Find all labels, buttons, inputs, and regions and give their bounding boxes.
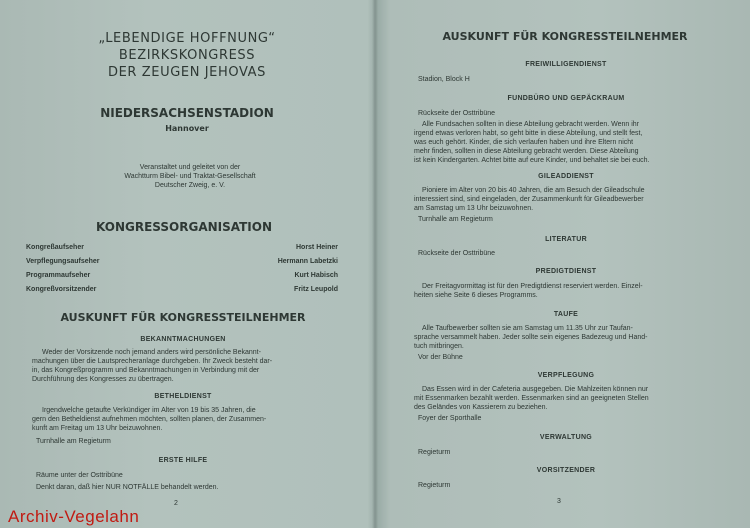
section-heading: VERPFLEGUNG — [537, 372, 595, 379]
org-heading: KONGRESSORGANISATION — [95, 220, 272, 234]
title-line: BEZIRKSKONGRESS — [118, 48, 256, 63]
text-line: Das Essen wird in der Cafeteria ausgegeben. Die Mahlzeiten können nur — [422, 386, 649, 393]
text-line: Alle Taufbewerber sollten sie am Samstag um 11.35 Uhr zur Taufan- — [422, 325, 633, 332]
text-line: tuch mitbringen. — [414, 343, 464, 350]
section-text — [414, 282, 716, 300]
section-text — [414, 120, 716, 165]
section-heading: GILEADDIENST — [538, 173, 594, 180]
event-title — [0, 30, 374, 81]
text-line: interessiert sind, sind eingeladen, der Zusammenkunft für Gileadbewerber — [414, 196, 644, 203]
text-line: gern den Betheldienst aufnehmen möchten, sollten planen, der Zusammen- — [32, 416, 267, 423]
text-line: in, das Kongreßprogramm und Bekanntmachungen in Verbindung mit der — [32, 367, 260, 374]
section-heading: BEKANNTMACHUNGEN — [140, 336, 226, 343]
org-table — [26, 244, 338, 300]
organizer-block — [40, 163, 340, 190]
org-role: Programmaufseher — [26, 272, 91, 279]
text-line: machungen über die Lautsprecheranlage durchgeben. Ihr Zweck besteht dar- — [32, 358, 273, 365]
section-location: Regieturm — [418, 482, 451, 489]
section-heading: PREDIGTDIENST — [535, 268, 597, 275]
text-line: sprache versammelt haben. Jeder sollte sein eigenes Badezeug und Hand- — [414, 334, 648, 341]
org-row — [26, 258, 338, 272]
section-location: Foyer der Sporthalle — [418, 415, 482, 422]
section-heading: FUNDBÜRO UND GEPÄCKRAUM — [507, 95, 625, 102]
first-aid-note: Denkt daran, daß hier NUR NOTFÄLLE behandelt werden. — [36, 484, 219, 491]
text-line: Weder der Vorsitzende noch jemand anders wird persönliche Bekannt- — [42, 349, 261, 356]
text-line: des Geländes von Kassierern zu beziehen. — [414, 404, 548, 411]
info-heading: AUSKUNFT FÜR KONGRESSTEILNEHMER — [442, 30, 688, 43]
section-location: Turnhalle am Regieturm — [36, 438, 111, 445]
section-location: Rückseite der Osttribüne — [418, 110, 496, 117]
section-location: Vor der Bühne — [418, 354, 463, 361]
page-number: 2 — [174, 500, 178, 507]
text-line: Alle Fundsachen sollten in diese Abteilung gebracht werden. Wenn ihr — [422, 121, 640, 128]
text-line: Pioniere im Alter von 20 bis 40 Jahren, die am Besuch der Gileadschule — [422, 187, 645, 194]
section-heading: ERSTE HILFE — [158, 457, 208, 464]
archive-watermark: Archiv-Vegelahn — [8, 507, 140, 526]
section-text — [414, 324, 716, 351]
left-page — [0, 0, 374, 528]
org-role: Verpflegungsaufseher — [26, 258, 100, 265]
info-heading: AUSKUNFT FÜR KONGRESSTEILNEHMER — [60, 311, 306, 324]
org-person: Fritz Leupold — [294, 286, 338, 293]
section-heading: BETHELDIENST — [154, 393, 212, 400]
org-role: Kongreßvorsitzender — [26, 286, 97, 293]
text-line: mit Essenmarken bezahlt werden. Essenmarken sind an geeigneten Stellen — [414, 395, 649, 402]
text-line: irgend etwas verloren habt, so geht bitte in diese Abteilung, und stellt fest, — [414, 130, 643, 137]
section-text — [414, 385, 716, 412]
organizer-line: Veranstaltet und geleitet von der — [139, 164, 241, 171]
title-line: DER ZEUGEN JEHOVAS — [107, 65, 266, 80]
section-heading: VERWALTUNG — [539, 434, 593, 441]
organizer-line: Wachtturm Bibel- und Traktat-Gesellschaft — [124, 173, 256, 180]
org-row — [26, 244, 338, 258]
text-line: was euch gehört. Kinder, die sich verlaufen haben und ihre Eltern nicht — [414, 139, 634, 146]
text-line: Irgendwelche getaufte Verkündiger im Alter von 19 bis 35 Jahren, die — [42, 407, 256, 414]
section-heading: TAUFE — [553, 311, 579, 318]
section-location: Regieturm — [418, 449, 451, 456]
org-role: Kongreßaufseher — [26, 244, 84, 251]
org-row — [26, 286, 338, 300]
section-location: Stadion, Block H — [418, 76, 470, 83]
city-name: Hannover — [165, 124, 209, 133]
text-line: Durchführung des Kongresses zu übertragen. — [32, 376, 174, 383]
stadium-name: NIEDERSACHSENSTADION — [100, 106, 274, 120]
section-text — [414, 186, 716, 213]
text-line: am Samstag um 13 Uhr beizuwohnen. — [414, 205, 534, 212]
section-heading: VORSITZENDER — [536, 467, 596, 474]
section-heading: FREIWILLIGENDIENST — [525, 61, 607, 68]
section-text — [32, 406, 336, 433]
text-line: mehr finden, sollten in diese Abteilung gebracht werden. Diese Abteilung — [414, 148, 639, 155]
section-location: Turnhalle am Regieturm — [418, 216, 493, 223]
org-person: Horst Heiner — [295, 244, 338, 251]
org-row — [26, 272, 338, 286]
org-person: Hermann Labetzki — [277, 258, 338, 265]
section-location: Räume unter der Osttribüne — [36, 472, 123, 479]
text-line: Der Freitagvormittag ist für den Predigtdienst reserviert werden. Einzel- — [422, 283, 643, 290]
title-line: „LEBENDIGE HOFFNUNG“ — [98, 31, 276, 46]
text-line: heiten siehe Seite 6 dieses Programms. — [414, 292, 538, 299]
right-page — [376, 0, 750, 528]
org-person: Kurt Habisch — [294, 272, 338, 279]
text-line: ist kein Kindergarten. Achtet bitte auf eure Kinder, und behaltet sie bei euch. — [414, 157, 650, 164]
organizer-line: Deutscher Zweig, e. V. — [154, 182, 226, 189]
section-location: Rückseite der Osttribüne — [418, 250, 496, 257]
section-text — [32, 348, 336, 384]
section-heading: LITERATUR — [545, 236, 587, 243]
page-number: 3 — [557, 498, 561, 505]
text-line: kunft am Freitag um 13 Uhr beizuwohnen. — [32, 425, 163, 432]
